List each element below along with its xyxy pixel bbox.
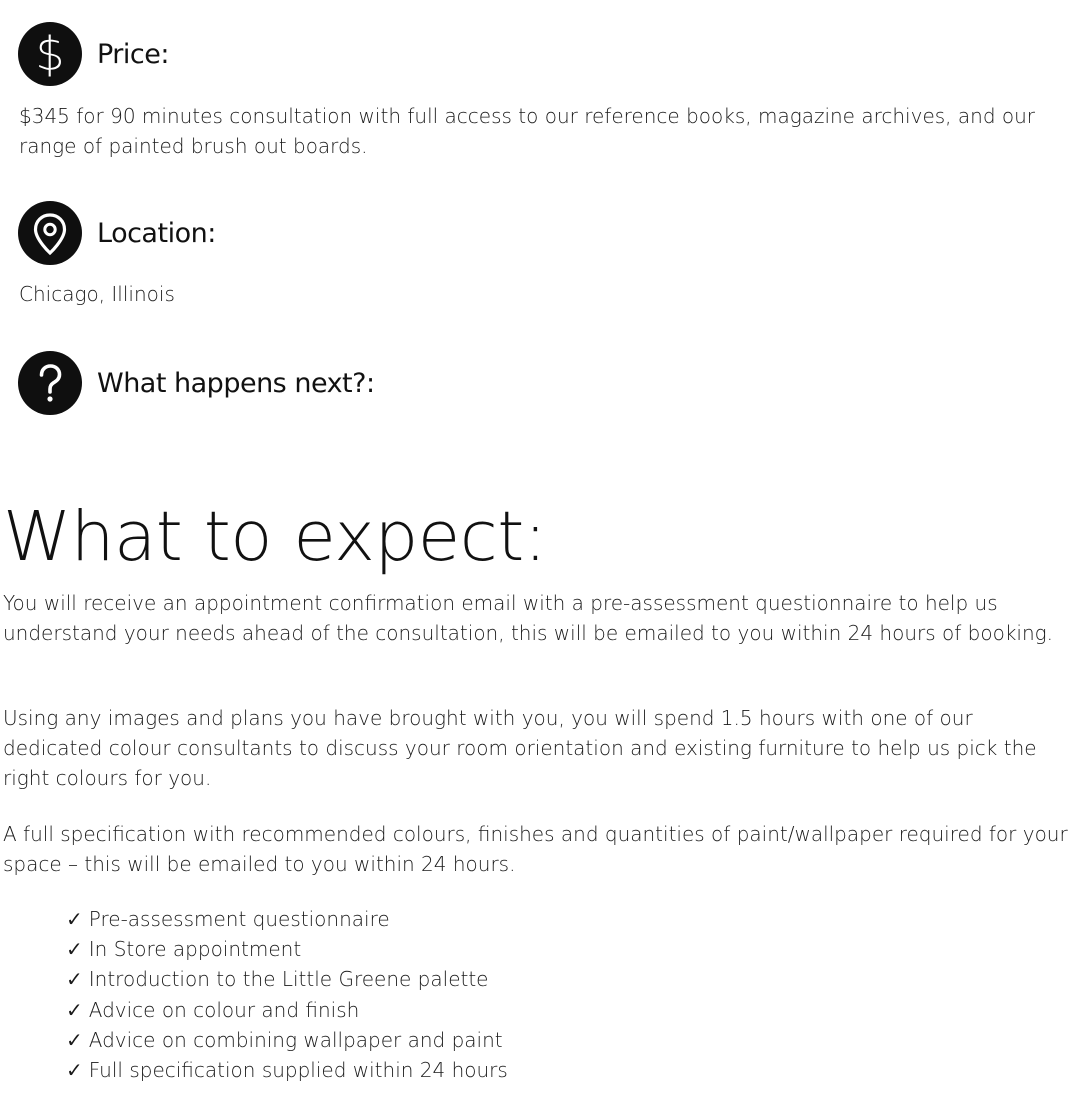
price-header <box>18 21 169 87</box>
price-description: $345 for 90 minutes consultation with full access to our reference books, magazine archives, and our range of painted brush out boards. <box>19 104 1036 158</box>
check-icon: ✓ <box>66 907 83 931</box>
expect-heading: What to expect: <box>3 497 547 577</box>
expect-paragraph: You will receive an appointment confirmation email with a pre-assessment questionnaire to help us understand your needs ahead of the consultation, this will be emailed to you within 24 hours of booking. <box>3 591 1053 645</box>
next-title: What happens next?: <box>97 367 375 399</box>
location-header <box>18 200 216 266</box>
expect-paragraph: Using any images and plans you have brought with you, you will spend 1.5 hours with one of our dedicated colour consultants to discuss your room orientation and existing furniture to help us pick the right colours for you. <box>3 706 1037 790</box>
svg-text:$: $ <box>35 27 65 81</box>
expect-paragraph: A full specification with recommended colours, finishes and quantities of paint/wallpaper required for your space – this will be emailed to you within 24 hours. <box>3 822 1068 876</box>
check-icon: ✓ <box>66 967 83 992</box>
location-pin-icon <box>18 201 82 265</box>
check-icon: ✓ <box>66 1058 83 1083</box>
location-description: Chicago, Illinois <box>19 282 175 306</box>
dollar-icon <box>18 22 82 86</box>
checklist-item: ✓ Advice on colour and finish <box>66 997 360 1022</box>
checklist-item: ✓ Pre-assessment questionnaire <box>66 907 390 931</box>
checklist-item: ✓ Full specification supplied within 24 hours <box>66 1058 508 1083</box>
check-icon: ✓ <box>66 1027 83 1052</box>
price-title: Price: <box>97 38 169 70</box>
checklist-item: ✓ Introduction to the Little Greene palette <box>66 967 489 992</box>
check-icon: ✓ <box>66 937 83 962</box>
checklist-item: ✓ In Store appointment <box>66 937 302 962</box>
next-header <box>18 350 375 416</box>
check-icon: ✓ <box>66 997 83 1022</box>
location-title: Location: <box>97 217 216 249</box>
included-checklist <box>66 904 508 1085</box>
question-icon <box>18 351 82 415</box>
checklist-item: ✓ Advice on combining wallpaper and paint <box>66 1027 503 1052</box>
